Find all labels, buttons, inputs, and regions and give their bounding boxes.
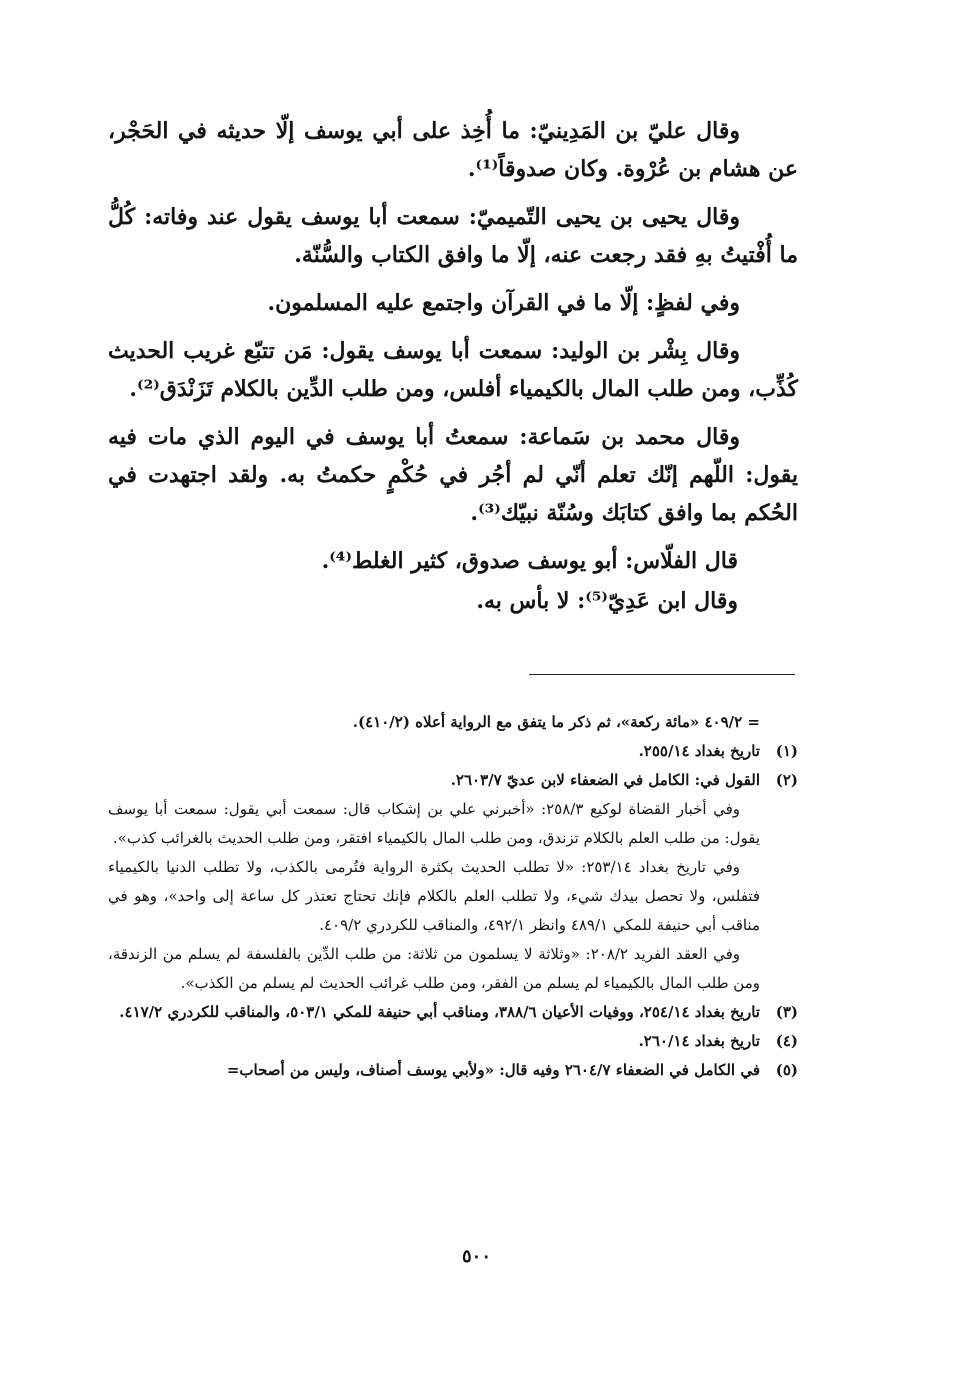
paragraph-lafz: وفي لفظٍ: إلّا ما في القرآن واجتمع عليه المسلمون. [267, 290, 740, 316]
footnote-4 [108, 1027, 798, 1056]
footnote-2 [108, 766, 798, 795]
footnote-5 [108, 1056, 798, 1085]
paragraph-ali-madini: وقال عليّ بن المَدِينيّ: ما أُخِذ على أبي يوسف إلّا حديثه في الحَجْر، عن هشام بن عُرْوة. وكان صدوقاً⁽¹⁾. [108, 118, 798, 182]
footnote-2-akhbar-qudat: وفي أخبار القضاة لوكيع ٢٥٨/٣: «أخبرني علي بن إشكاب قال: سمعت أبي يقول: سمعت أبا يوسف يقول: من طلب العلم بالكلام تزندق، ومن طلب المال بالكيمياء افتقر، ومن طلب الحديث بالغرائب كذب». [108, 800, 760, 847]
footnote-1 [108, 737, 798, 766]
footnote-3 [108, 998, 798, 1027]
footnotes [108, 708, 798, 1085]
footnote-number: (٥) [775, 1061, 798, 1079]
paragraph-fallas: قال الفلّاس: أبو يوسف صدوق، كثير الغلط⁽⁴⁾. [321, 548, 738, 574]
page-number: ٥٠٠ [461, 1246, 491, 1267]
footnote-text: تاريخ بغداد ٢٥٥/١٤. [638, 742, 760, 760]
footnote-continuation-text: = ٤٠٩/٢ «مائة ركعة»، ثم ذكر ما يتفق مع الرواية أعلاه (٤١٠/٢). [352, 713, 760, 731]
footnote-text: في الكامل في الضعفاء ٢٦٠٤/٧ وفيه قال: «ولأبي يوسف أصناف، وليس من أصحاب= [226, 1061, 760, 1079]
footnote-number: (٢) [775, 771, 798, 789]
footnote-number: (٤) [775, 1032, 798, 1050]
footnote-separator [529, 674, 795, 675]
footnote-number: (٣) [775, 1003, 798, 1021]
footnote-2-iqd-farid: وفي العقد الفريد ٢٠٨/٢: «وثلاثة لا يسلمون من ثلاثة: من طلب الدِّين بالفلسفة لم يسلم من الزندقة، ومن طلب المال بالكيمياء لم يسلم من الفقر، ومن طلب غرائب الحديث لم يسلم من الكذب». [108, 945, 760, 992]
paragraph-ibn-samaa: وقال محمد بن سَماعة: سمعتُ أبا يوسف في اليوم الذي مات فيه يقول: اللّهم إنّك تعلم أنّي لم أجُر في حُكْمٍ حكمتُ به. ولقد اجتهدت في الحُكم بما وافق كتابَك وسُنّة نبيّك⁽³⁾. [108, 424, 798, 526]
footnote-text: تاريخ بغداد ٢٦٠/١٤. [638, 1032, 760, 1050]
footnote-text: تاريخ بغداد ٢٥٤/١٤، ووفيات الأعيان ٣٨٨/٦، ومناقب أبي حنيفة للمكي ٥٠٣/١، والمناقب للكردري ٤١٧/٢. [119, 1003, 760, 1021]
footnote-2-tarikh-baghdad: وفي تاريخ بغداد ٢٥٣/١٤: «لا تطلب الحديث بكثرة الرواية فتُرمى بالكذب، ولا تطلب الدنيا بالكيمياء فتفلس، ولا تحصل بيدك شيء، ولا تطلب العلم بالكلام فإنك تحتاج تعتذر كل ساعة إلى واحد»، وهو في مناقب أبي حنيفة للمكي ٤٨٩/١ وانظر ٤٩٢/١، والمناقب للكردري ٤٠٩/٢. [108, 858, 760, 934]
main-text [108, 112, 798, 630]
paragraph-ibn-adi: وقال ابن عَدِيّ⁽⁵⁾: لا بأس به. [476, 588, 738, 614]
footnote-text: القول في: الكامل في الضعفاء لابن عديّ ٢٦٠٣/٧. [450, 771, 760, 789]
footnote-number: (١) [775, 742, 798, 760]
paragraph-yahya-tamimi: وقال يحيى بن يحيى التّميميّ: سمعت أبا يوسف يقول عند وفاته: كُلُّ ما أُفْتيتُ بهِ فقد رجعت عنه، إلّا ما وافق الكتاب والسُّنّة. [108, 204, 798, 268]
footnote-continuation [108, 708, 798, 737]
paragraph-bishr: وقال بِشْر بن الوليد: سمعت أبا يوسف يقول: مَن تتبّع غريب الحديث كُذِّب، ومن طلب المال بالكيمياء أفلس، ومن طلب الدِّين بالكلام تَزَنْدَق⁽²⁾. [108, 338, 798, 402]
